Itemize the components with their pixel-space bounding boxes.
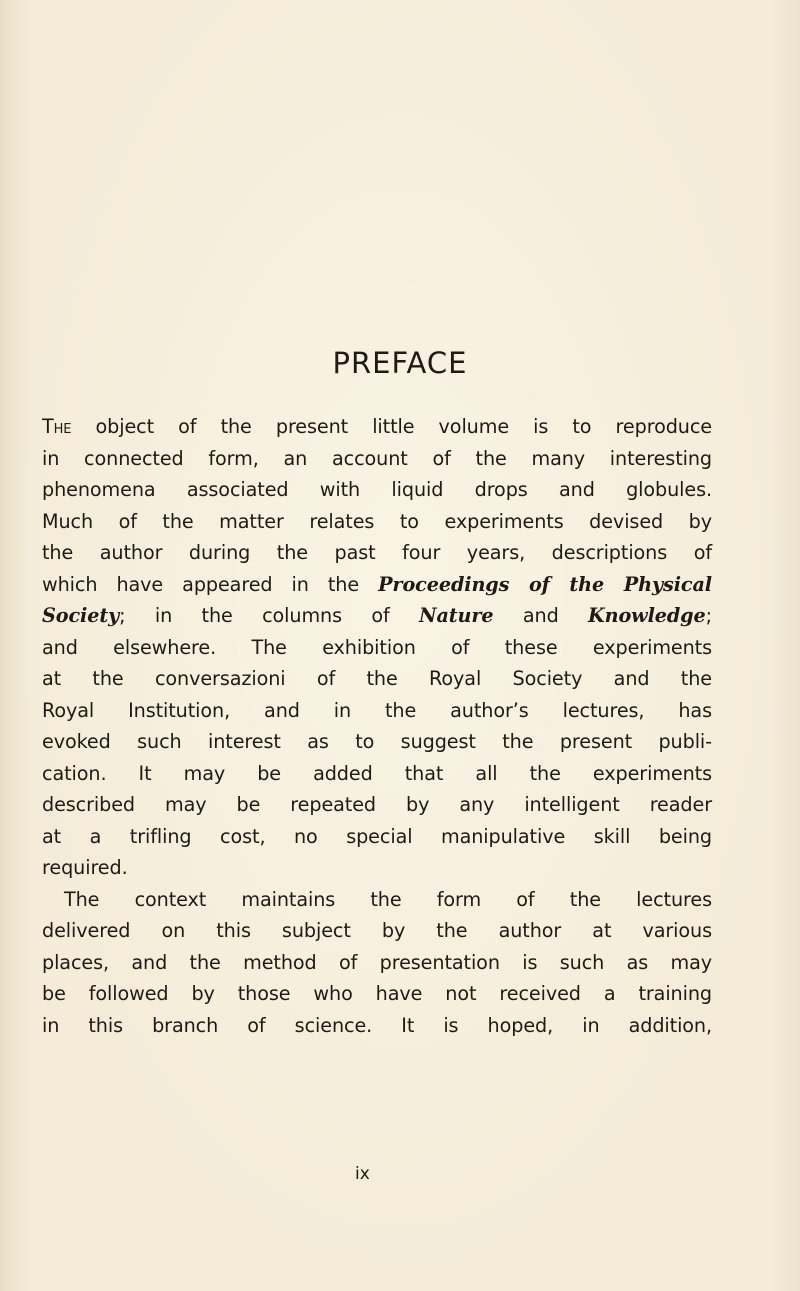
italic-title-text: Knowledge: [588, 604, 706, 627]
page-title: PREFACE: [332, 346, 468, 380]
text-segment: ;: [705, 604, 712, 627]
text-line: [42, 695, 712, 727]
text-segment: which have appeared in the: [42, 572, 379, 596]
text-segment: evoked such interest as to suggest the present publi-: [42, 730, 712, 753]
text-line: [42, 506, 712, 538]
text-line: [42, 852, 712, 884]
text-segment: and elsewhere. The exhibition of these experiments: [42, 635, 712, 659]
text-line: [42, 663, 712, 695]
text-line: [42, 1010, 712, 1042]
text-segment: ; in the columns of: [119, 604, 419, 627]
text-line: [42, 569, 712, 601]
text-segment: object of the present little volume is to reproduce: [71, 415, 712, 438]
text-segment: described may be repeated by any intelligent reader: [42, 793, 712, 816]
text-line: [42, 821, 712, 853]
text-segment: The context maintains the form of the lectures: [64, 887, 712, 911]
text-segment: in this branch of science. It is hoped, in addition,: [42, 1013, 712, 1037]
preface-body: [42, 411, 712, 1041]
text-line: [42, 978, 712, 1010]
text-segment: the author during the past four years, descriptions of: [42, 541, 712, 564]
text-line: [42, 915, 712, 947]
text-line: [42, 537, 712, 569]
text-segment: places, and the method of presentation is such as may: [42, 950, 712, 974]
text-line: [42, 884, 712, 916]
italic-title-text: Proceedings of the Physical: [378, 572, 712, 596]
page-number: ix: [355, 1164, 370, 1184]
text-line: [42, 632, 712, 664]
italic-title-text: Society: [42, 604, 120, 627]
text-segment: and: [493, 604, 589, 627]
text-line: [42, 474, 712, 506]
text-segment: at a trifling cost, no special manipulative skill being: [42, 824, 712, 848]
text-line: [42, 758, 712, 790]
text-segment: The: [42, 415, 72, 438]
text-segment: Much of the matter relates to experiments devised by: [42, 509, 712, 533]
text-line: [42, 443, 712, 475]
text-segment: cation. It may be added that all the experiments: [42, 761, 712, 785]
text-line: [42, 947, 712, 979]
text-segment: in connected form, an account of the many interesting: [42, 446, 712, 470]
text-line: [42, 600, 712, 632]
italic-title-text: Nature: [419, 604, 494, 627]
text-segment: at the conversazioni of the Royal Society and the: [42, 667, 712, 690]
text-segment: Royal Institution, and in the author’s lectures, has: [42, 698, 712, 722]
text-line: [42, 789, 712, 821]
text-line: [42, 411, 712, 443]
text-segment: phenomena associated with liquid drops and globules.: [42, 478, 712, 501]
text-segment: delivered on this subject by the author at various: [42, 919, 712, 942]
text-segment: be followed by those who have not received a training: [42, 982, 712, 1005]
text-line: [42, 726, 712, 758]
text-segment: required.: [42, 856, 128, 879]
